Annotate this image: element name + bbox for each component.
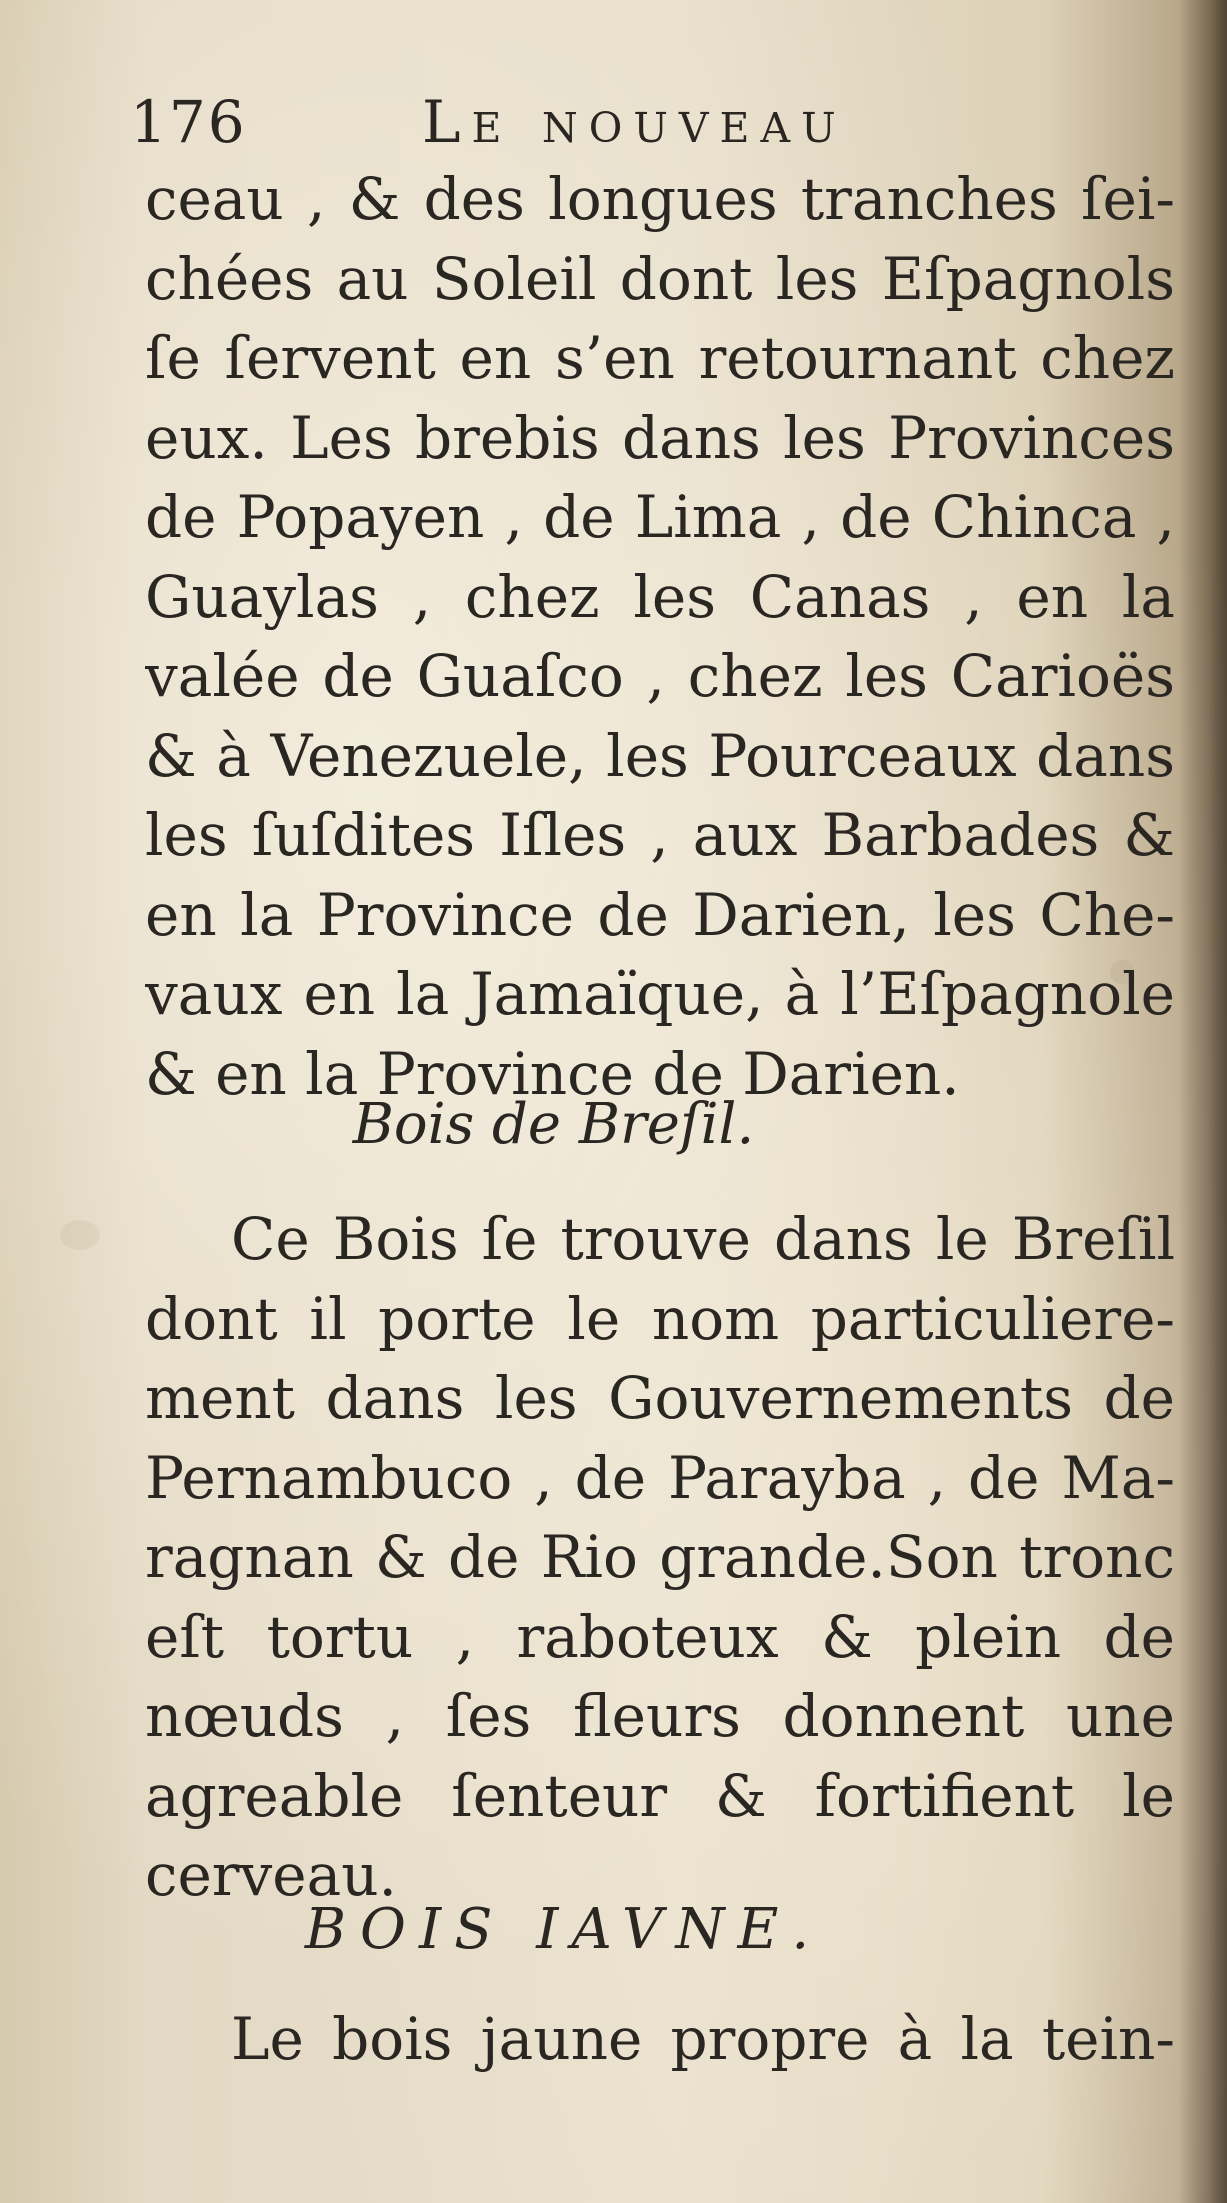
text-line: ſe ſervent en s’en retournant chez bbox=[145, 324, 1175, 392]
text-line: cerveau. bbox=[145, 1841, 397, 1909]
text-line: eux. Les brebis dans les Provinces bbox=[145, 403, 1175, 472]
text-line: en la Province de Darien, les Che- bbox=[145, 880, 1175, 949]
section-heading: Bois de Breſil. bbox=[352, 1092, 755, 1157]
text-line: ment dans les Gouvernements de bbox=[145, 1364, 1175, 1432]
section-heading: BOIS IAVNE. bbox=[304, 1897, 823, 1962]
text-line: valée de Guaſco , chez les Carioës bbox=[145, 642, 1175, 710]
text-line: dont il porte le nom particuliere- bbox=[145, 1284, 1175, 1353]
text-line: de Popayen , de Lima , de Chinca , bbox=[145, 483, 1175, 551]
text-line: eſt tortu , raboteux & plein de bbox=[145, 1602, 1175, 1671]
paper-stain bbox=[60, 1220, 100, 1250]
text-line: Pernambuco , de Parayba , de Ma- bbox=[145, 1443, 1175, 1512]
text-line: Ce Bois ſe trouve dans le Breſil bbox=[231, 1205, 1175, 1273]
text-line: ragnan & de Rio grande.Son tronc bbox=[145, 1523, 1175, 1591]
text-line: ceau , & des longues tranches ſei- bbox=[145, 165, 1175, 233]
paragraph-2 bbox=[145, 1200, 1175, 1916]
text-line: vaux en la Jamaïque, à l’Eſpagnole bbox=[145, 960, 1175, 1028]
text-line: agreable ſenteur & fortifient le bbox=[145, 1761, 1175, 1830]
running-title: Le nouveau bbox=[422, 88, 847, 156]
text-line: nœuds , ſes fleurs donnent une bbox=[145, 1682, 1175, 1750]
paragraph-3 bbox=[145, 2000, 1175, 2080]
text-line: Le bois jaune propre à la tein- bbox=[231, 2005, 1175, 2073]
text-line: & en la Province de Darien. bbox=[145, 1039, 960, 1108]
paragraph-1 bbox=[145, 160, 1175, 1114]
page-header bbox=[130, 82, 1130, 162]
text-line: les ſuſdites Iſles , aux Barbades & bbox=[145, 801, 1175, 869]
text-line: chées au Soleil dont les Eſpagnols bbox=[145, 244, 1175, 313]
text-line: & à Venezuele, les Pourceaux dans bbox=[145, 721, 1175, 790]
page-number: 176 bbox=[130, 88, 247, 156]
text-line: Guaylas , chez les Canas , en la bbox=[145, 562, 1175, 631]
page-edge-shadow bbox=[1179, 0, 1227, 2203]
